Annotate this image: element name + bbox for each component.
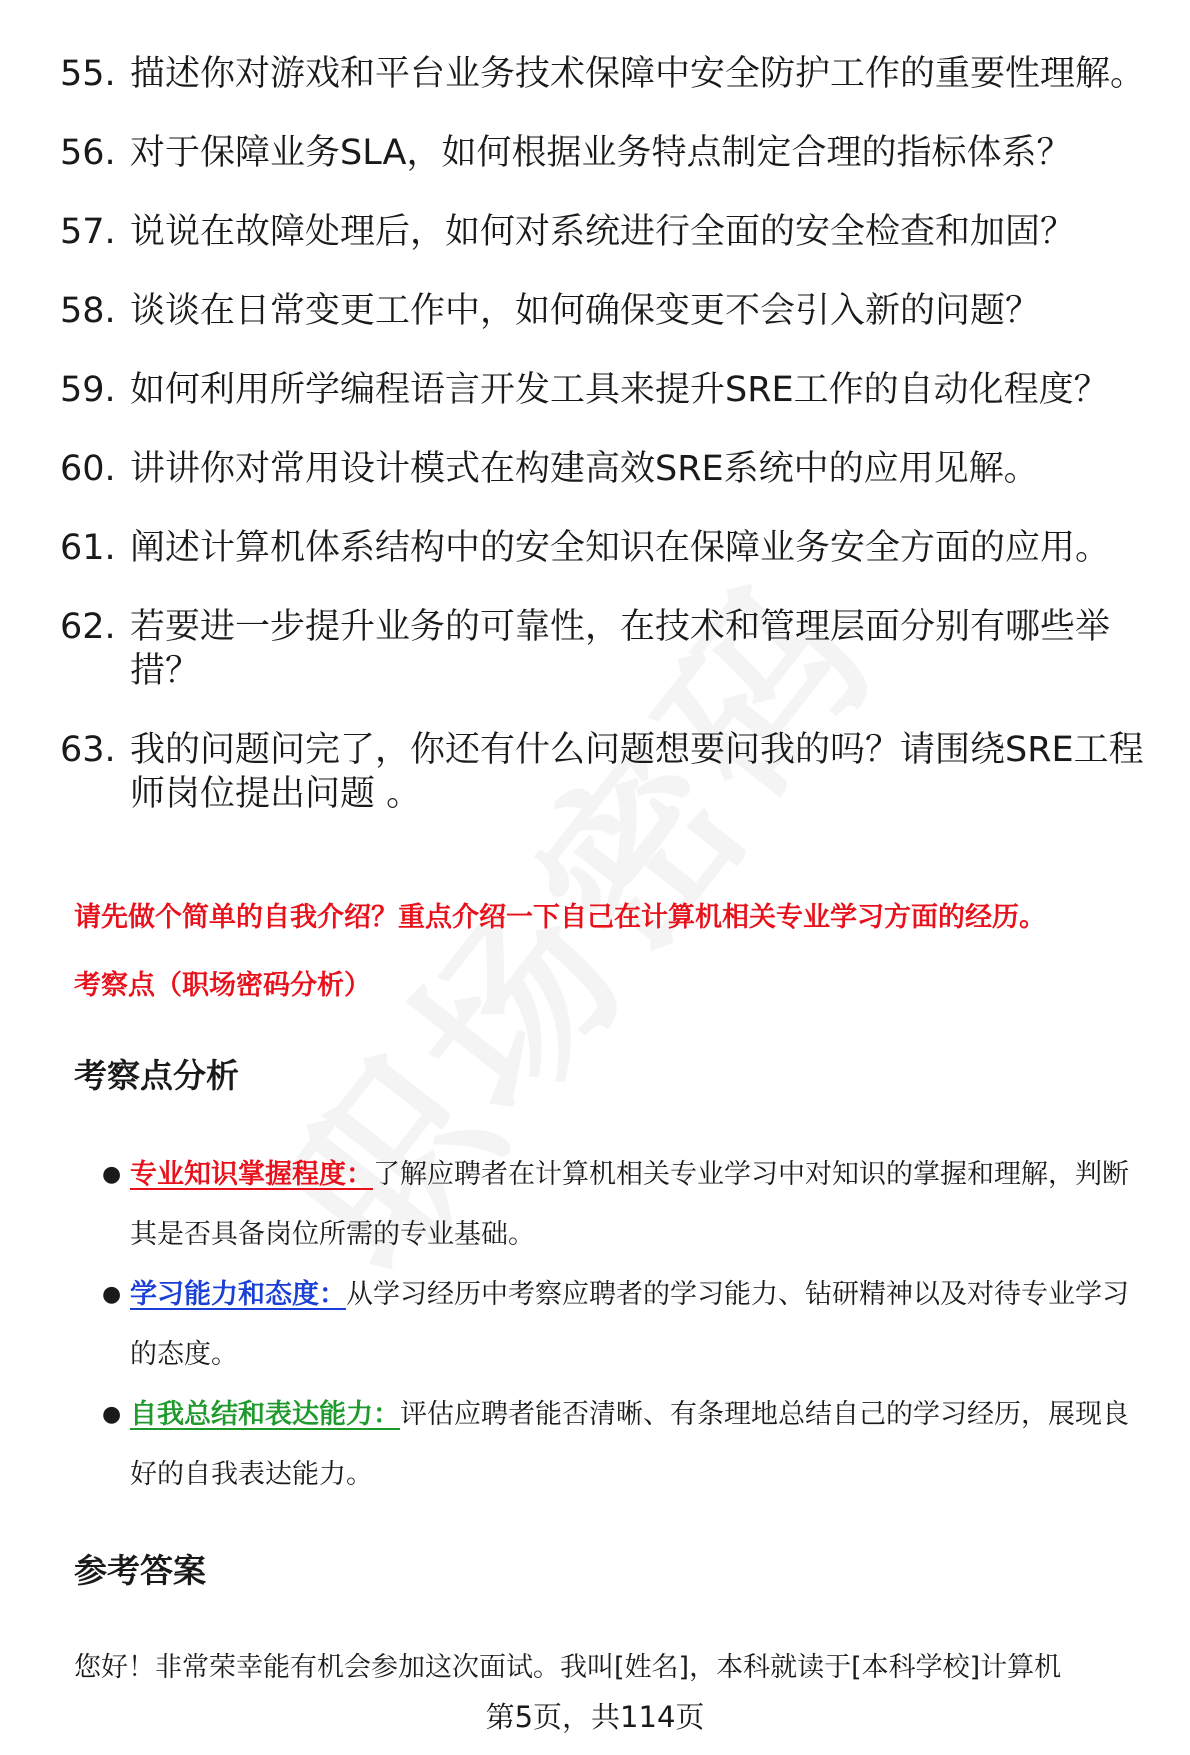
- question-text: 我的问题问完了，你还有什么问题想要问我的吗？请围绕SRE工程师岗位提出问题 。: [130, 730, 1144, 814]
- question-number: 61.: [60, 528, 116, 568]
- list-item: [100, 1265, 1150, 1385]
- page-footer: 第5页，共114页: [485, 1700, 705, 1734]
- analysis-heading: 考察点分析: [74, 1056, 239, 1095]
- question-item: [60, 289, 1150, 333]
- inspect-label: 考察点（职场密码分析）: [74, 970, 371, 1001]
- question-item: [60, 368, 1150, 412]
- question-text: 对于保障业务SLA，如何根据业务特点制定合理的指标体系？: [130, 133, 1072, 173]
- point-label: 学习能力和态度：: [130, 1279, 346, 1310]
- question-text: 讲讲你对常用设计模式在构建高效SRE系统中的应用见解。: [130, 449, 1039, 489]
- list-item: [100, 1385, 1150, 1505]
- question-item: [60, 447, 1150, 491]
- question-number: 56.: [60, 133, 116, 173]
- list-item: [100, 1145, 1150, 1265]
- question-number: 55.: [60, 54, 116, 94]
- bullet-icon: ●: [102, 1162, 122, 1187]
- question-number: 57.: [60, 212, 116, 252]
- question-item: [60, 728, 1150, 816]
- question-text: 谈谈在日常变更工作中，如何确保变更不会引入新的问题？: [130, 291, 1041, 331]
- point-label: 自我总结和表达能力：: [130, 1399, 400, 1430]
- point-text: 了解应聘者在计算机相关专业学习中对知识的掌握和理解，判断其是否具备岗位所需的专业基础。: [130, 1159, 1129, 1250]
- question-list: [60, 52, 1150, 851]
- point-text: 评估应聘者能否清晰、有条理地总结自己的学习经历，展现良好的自我表达能力。: [130, 1399, 1129, 1490]
- analysis-points: [100, 1145, 1150, 1505]
- question-text: 如何利用所学编程语言开发工具来提升SRE工作的自动化程度？: [130, 370, 1109, 410]
- question-text: 阐述计算机体系结构中的安全知识在保障业务安全方面的应用。: [130, 528, 1111, 568]
- question-number: 62.: [60, 607, 116, 647]
- question-text: 若要进一步提升业务的可靠性，在技术和管理层面分别有哪些举措？: [130, 607, 1111, 691]
- question-number: 63.: [60, 730, 116, 770]
- question-item: [60, 131, 1150, 175]
- point-label: 专业知识掌握程度：: [130, 1159, 373, 1190]
- question-item: [60, 210, 1150, 254]
- question-text: 描述你对游戏和平台业务技术保障中安全防护工作的重要性理解。: [130, 54, 1146, 94]
- question-item: [60, 52, 1150, 96]
- question-number: 59.: [60, 370, 116, 410]
- point-text: 从学习经历中考察应聘者的学习能力、钻研精神以及对待专业学习的态度。: [130, 1279, 1129, 1370]
- question-number: 58.: [60, 291, 116, 331]
- question-item: [60, 526, 1150, 570]
- bullet-icon: ●: [102, 1402, 122, 1427]
- bullet-icon: ●: [102, 1282, 122, 1307]
- question-text: 说说在故障处理后，如何对系统进行全面的安全检查和加固？: [130, 212, 1076, 252]
- question-item: [60, 605, 1150, 693]
- question-number: 60.: [60, 449, 116, 489]
- featured-question: 请先做个简单的自我介绍？重点介绍一下自己在计算机相关专业学习方面的经历。: [74, 902, 1046, 933]
- answer-text: 您好！非常荣幸能有机会参加这次面试。我叫[姓名]，本科就读于[本科学校]计算机: [74, 1652, 1062, 1683]
- answer-heading: 参考答案: [74, 1551, 206, 1590]
